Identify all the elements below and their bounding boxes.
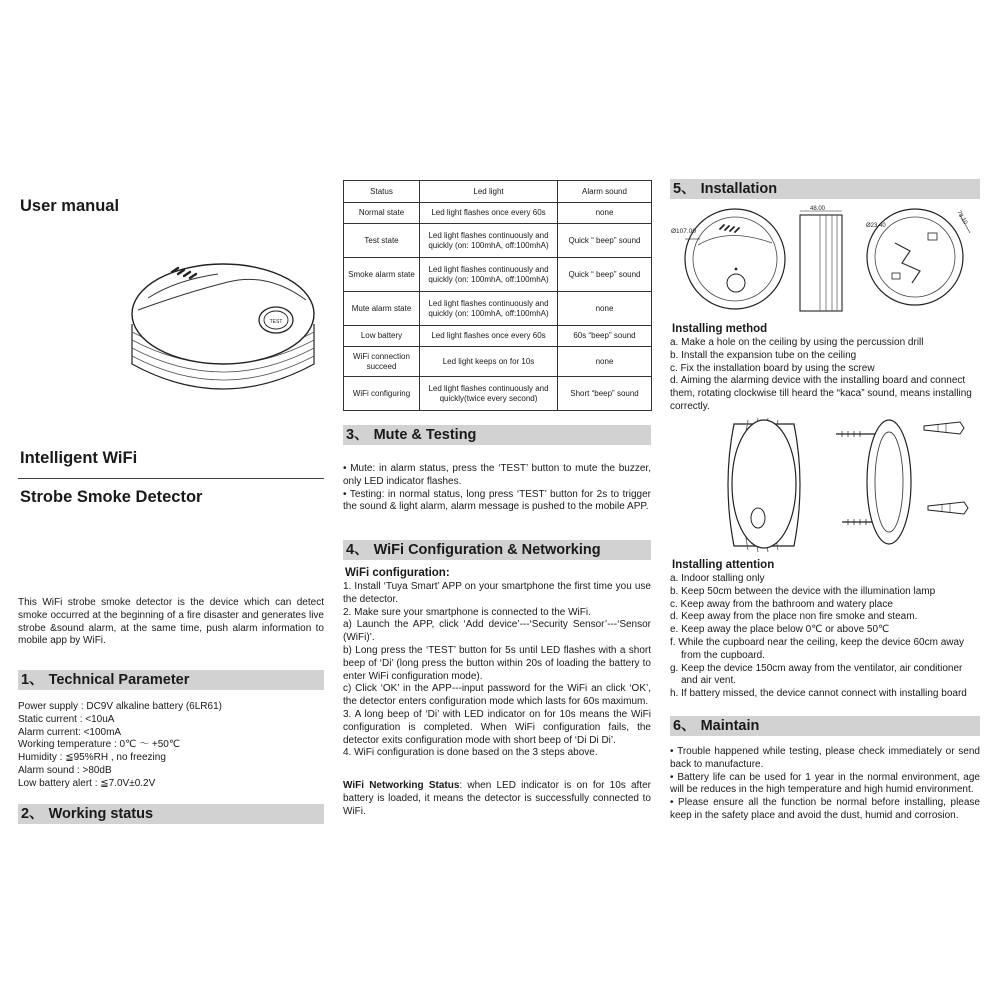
param-item: Power supply : DC9V alkaline battery (6LR61) [18,701,222,712]
attention-item: e. Keep away the place below 0℃ or above 50℃ [670,624,890,636]
table-row [344,292,652,326]
installing-method-heading: Installing method [672,323,768,335]
wifi-config-heading: WiFi configuration: [345,567,450,579]
wifi-step: b) Long press the ‘TEST’ button for 5s until LED flashes with a short beep of ‘Di’ (long press the button within 20s of loading the battery to enter WiFi configuration mode). [343,644,651,682]
mute-item: • Mute: in alarm status, press the ‘TEST’ button to mute the buzzer, only LED indicator flashes. [343,463,651,487]
table-cell: none [558,347,652,377]
wifi-step: 3. A long beep of ‘Di’ with LED indicator on for 10s means the WiFi configuration is completed. When WiFi configuration fails, the detector exits configuration mode with short beep of ‘Di Di Di’. [343,708,651,746]
attention-item: d. Keep away from the place non fire smoke and steam. [670,611,918,623]
table-cell: none [558,292,652,326]
table-row [344,326,652,347]
param-item: Static current : <10uA [18,713,115,725]
table-cell: WiFi connection succeed [344,347,420,377]
test-label: TEST [269,319,283,325]
dim-width-48: 48.00 [810,206,826,212]
table-cell: Led light flashes continuously and quickly(twice every second) [420,377,558,411]
table-header-row [344,181,652,203]
dim-diameter-23: Ø23.40 [866,223,886,229]
attention-item: g. Keep the device 150cm away from the ventilator, air conditioner and air vent. [670,662,963,687]
maintain-item: • Battery life can be used for 1 year in the normal environment, age will be reduces in the high temperature and high humid environment. [670,771,980,796]
installing-attention-list [670,573,980,701]
table-row [344,347,652,377]
wifi-step: c) Click ‘OK’ in the APP---input password for the WiFi an click ‘OK’, the detector enters configuration mode which lasts for 60s maximum. [343,683,651,708]
param-item: Low battery alert : ≦7.0V±0.2V [18,777,156,789]
param-item: Alarm current: <100mA [18,726,122,738]
table-cell: none [558,203,652,224]
manual-title: User manual [20,197,120,215]
table-row [344,203,652,224]
section-mute-testing: 3、 Mute & Testing [343,425,651,445]
table-cell: Led light flashes once every 60s [420,326,558,347]
dim-diameter-107: Ø107.00 [671,228,696,235]
mute-testing-text [343,463,651,514]
maintain-item: • Trouble happened while testing, please check immediately or send back to manufacture. [670,746,980,770]
table-cell: Smoke alarm state [344,258,420,292]
testing-item: • Testing: in normal status, long press ‘TEST’ button for 2s to trigger the sound & light alarm, alarm message is pushed to the mobile APP. [343,488,651,513]
wifi-config-steps [343,581,651,760]
wifi-step: a) Launch the APP, click ‘Add device’---‘Security Sensor’---‘Sensor (WiFi)’. [343,619,651,644]
table-cell: Led light flashes continuously and quickly (on: 100mhA, off:100mhA) [420,292,558,326]
attention-item: b. Keep 50cm between the device with the illumination lamp [670,585,936,597]
table-cell: Low battery [344,326,420,347]
table-cell: Mute alarm state [344,292,420,326]
table-cell: Led light keeps on for 10s [420,347,558,377]
section-working-status: 2、 Working status [18,804,324,824]
table-cell: Test state [344,224,420,258]
table-cell: Led light flashes continuously and quickly (on: 100mhA, off:100mhA) [420,224,558,258]
networking-text: : when LED indicator is on for 10s after battery is loaded, it means the detector is successfully connected to WiFi. [343,780,651,817]
right-column [670,0,980,1001]
maintain-text [670,746,980,823]
table-cell: Quick “ beep” sound [558,258,652,292]
column-header: Status [344,181,420,203]
section-installation: 5、 Installation [670,179,980,199]
attention-item: f. While the cupboard near the ceiling, keep the device 60cm away from the cupboard. [670,636,965,661]
divider [18,478,324,479]
table-cell: Quick “ beep” sound [558,224,652,258]
product-title-line1: Intelligent WiFi [20,449,138,467]
attention-item: c. Keep away from the bathroom and watery place [670,598,893,610]
table-cell: Led light flashes continuously and quickly (on: 100mhA, off:100mhA) [420,258,558,292]
section-wifi-configuration: 4、 WiFi Configuration & Networking [343,540,651,560]
wifi-step: 4. WiFi configuration is done based on the 3 steps above. [343,747,598,759]
param-item: Working temperature : 0℃ ～ +50℃ [18,739,181,751]
method-step: d. Aiming the alarming device with the installing board and connect them, rotating clockwise till heard the “kaca” sound, means installing correctly. [670,375,972,412]
side-view-outline [800,215,842,311]
top-view-outline [685,209,785,309]
column-header: Alarm sound [558,181,652,203]
param-item: Alarm sound : >80dB [18,764,112,776]
intro-paragraph: This WiFi strobe smoke detector is the device which can detect smoke occurred at the beginning of a fire disaster and generates live strobe &sound alarm, at the same time, push alarm information to mobile app by WiFi. [18,597,324,647]
dim-width-78: 78.10 [955,209,968,226]
wifi-networking-status [343,780,651,818]
product-title-line2: Strobe Smoke Detector [20,488,203,506]
working-status-table [343,180,652,411]
table-cell: Normal state [344,203,420,224]
param-item: Humidity : ≦95%RH , no freezing [18,752,166,764]
technical-parameter-list [18,701,324,791]
networking-label: WiFi Networking Status [343,780,460,791]
section-technical-parameter: 1、 Technical Parameter [18,670,324,690]
table-cell: WiFi configuring [344,377,420,411]
table-row [344,224,652,258]
wifi-step: 1. Install ‘Tuya Smart’ APP on your smartphone the first time you use the detector. [343,581,651,605]
method-step: b. Install the expansion tube on the ceiling [670,349,857,361]
smoke-detector-illustration [128,252,318,410]
dimension-drawings [670,203,980,321]
section-maintain: 6、 Maintain [670,716,980,736]
table-row [344,377,652,411]
method-step: c. Fix the installation board by using the screw [670,362,875,374]
left-column [18,0,324,1001]
attention-item: h. If battery missed, the device cannot connect with installing board [670,688,967,700]
wifi-step: 2. Make sure your smartphone is connected to the WiFi. [343,606,591,618]
column-header: Led light [420,181,558,203]
table-row [344,258,652,292]
installing-method-list [670,337,980,414]
installing-attention-heading: Installing attention [672,559,775,571]
table-cell: 60s “beep” sound [558,326,652,347]
attention-item: a. Indoor stalling only [670,573,765,584]
table-cell: Led light flashes once every 60s [420,203,558,224]
maintain-item: • Please ensure all the function be normal before installing, please keep in the safety place and avoid the dust, humid and corrosion. [670,797,980,821]
method-step: a. Make a hole on the ceiling by using the percussion drill [670,337,924,348]
table-cell: Short “beep” sound [558,377,652,411]
installation-diagram [724,414,980,554]
middle-column [343,0,651,1001]
